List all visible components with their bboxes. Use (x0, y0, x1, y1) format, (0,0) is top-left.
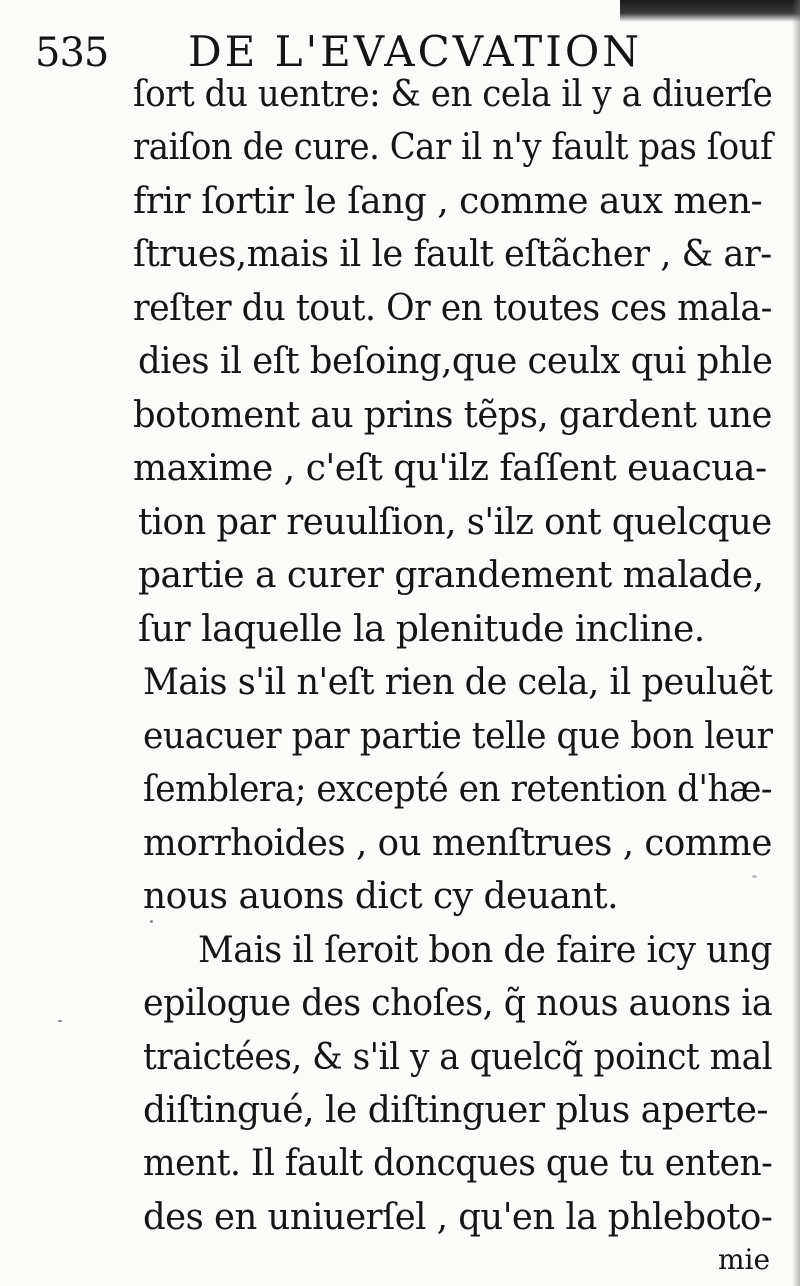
text-line: diſtingué, le diſtinguer plus aperte- (143, 1090, 769, 1131)
text-line: ſtrues,mais il le fault eſtãcher , & ar- (133, 234, 772, 275)
text-line: botoment au prins tẽps, gardent une (133, 395, 772, 436)
text-line: nous auons dict cy deuant. (143, 876, 619, 917)
folio-number: 535 (35, 30, 109, 76)
text-line: Mais il ſeroit bon de faire icy ung (198, 930, 772, 971)
text-line: Mais s'il n'eſt rien de cela, il peuluẽt (143, 662, 773, 703)
text-line: euacuer par partie telle que bon leur (143, 716, 773, 757)
text-line: frir ſortir le ſang , comme aux men- (133, 181, 763, 222)
text-line: ſur laquelle la plenitude incline. (138, 609, 705, 650)
text-line: partie a curer grandement malade, (138, 555, 764, 596)
text-line: tion par reuulſion, s'ilz ont quelcque (138, 502, 772, 543)
text-line: raiſon de cure. Car il n'y fault pas ſouf (133, 127, 773, 168)
ink-speck (150, 920, 153, 923)
text-line: reſter du tout. Or en toutes ces mala- (133, 288, 772, 329)
ink-speck (58, 1020, 62, 1022)
text-line: ment. Il fault doncques que tu enten- (143, 1143, 773, 1184)
text-line: maxime , c'eſt qu'ilz faſſent euacua- (133, 448, 767, 489)
running-head: DE L'EVACVATION (188, 27, 643, 76)
text-line: dies il eſt beſoing,que ceulx qui phle (138, 341, 773, 382)
ink-speck (752, 875, 757, 878)
text-line: epilogue des choſes, q̃ nous auons ia (143, 983, 773, 1024)
text-line: des en uniuerſel , qu'en la phleboto- (143, 1197, 773, 1238)
text-line: ſort du uentre: & en cela il y a diuerſe (133, 74, 773, 115)
text-line: morrhoides , ou menſtrues , comme (143, 823, 772, 864)
text-line: traictées, & s'il y a quelcq̃ poinct mal (143, 1037, 773, 1078)
catchword: mie (718, 1243, 771, 1276)
text-line: ſemblera; excepté en retention d'hæ- (143, 769, 773, 810)
